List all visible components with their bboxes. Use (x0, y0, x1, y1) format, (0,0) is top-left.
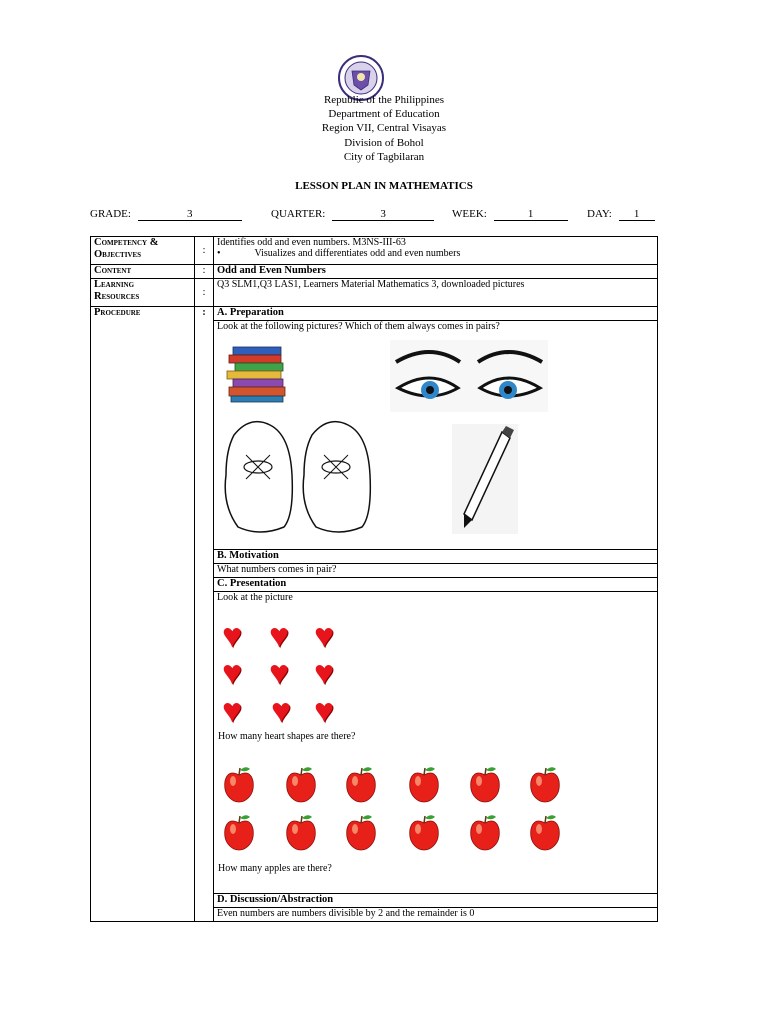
content-row (91, 265, 658, 279)
header-line: Department of Education (328, 108, 440, 121)
procedure-heading-row (91, 307, 658, 321)
day-label: DAY: (587, 208, 612, 220)
discussion-heading: D. Discussion/Abstraction (214, 894, 658, 908)
apple-icon (528, 765, 562, 803)
colon: : (195, 307, 214, 922)
resources-label (91, 279, 195, 307)
agency-header (0, 93, 768, 164)
quarter-value: 3 (332, 208, 434, 221)
objective-line (217, 248, 654, 259)
apple-icon (284, 813, 318, 851)
grade-field (90, 208, 242, 221)
apple-icon (222, 765, 256, 803)
day-value: 1 (619, 208, 655, 221)
shoes-picture (220, 415, 378, 535)
apple-icon (222, 813, 256, 851)
page-title: LESSON PLAN IN MATHEMATICS (295, 180, 473, 192)
motivation-heading: B. Motivation (214, 550, 658, 564)
heart-icon: ♥ (314, 618, 335, 655)
heart-icon: ♥ (269, 655, 290, 692)
header-line: City of Tagbilaran (343, 150, 425, 163)
grade-label: GRADE: (90, 208, 131, 220)
bullet: • (217, 248, 221, 259)
header-line: Republic of the Philippines (323, 94, 445, 106)
preparation-text: Look at the following pictures? Which of them always comes in pairs? (217, 321, 500, 332)
colon: : (195, 265, 214, 279)
colon: : (195, 279, 214, 307)
heart-icon: ♥ (314, 655, 335, 692)
apple-icon (407, 813, 441, 851)
motivation-text: What numbers comes in pair? (214, 564, 658, 578)
objectives-label-line: Objectives (94, 249, 142, 260)
apples-question: How many apples are there? (218, 863, 332, 874)
content-text: Odd and Even Numbers (214, 265, 658, 279)
apple-icon (407, 765, 441, 803)
objective-text: Visualizes and differentiates odd and even numbers (254, 248, 461, 259)
day-field (587, 208, 655, 221)
grade-value: 3 (138, 208, 242, 221)
competency-row (91, 237, 658, 265)
colon: : (195, 237, 214, 265)
apples-picture (222, 765, 562, 865)
preparation-heading: A. Preparation (214, 307, 658, 321)
heart-icon: ♥ (222, 618, 243, 655)
competency-label-line: Competency & (94, 237, 159, 248)
competency-text (214, 237, 658, 265)
eyes-picture (390, 340, 548, 412)
apple-icon (344, 765, 378, 803)
header-line: Region VII, Central Visayas (321, 122, 447, 135)
pencil-picture (452, 424, 518, 534)
quarter-label: QUARTER: (271, 208, 326, 220)
heart-icon: ♥ (271, 693, 292, 730)
heart-icon: ♥ (222, 655, 243, 692)
competency-label (91, 237, 195, 265)
competency-line: Identifies odd and even numbers. M3NS-III-63 (217, 237, 406, 248)
resources-text: Q3 SLM1,Q3 LAS1, Learners Material Mathematics 3, downloaded pictures (214, 279, 658, 307)
hearts-question: How many heart shapes are there? (218, 731, 356, 742)
header-line: Division of Bohol (344, 136, 424, 149)
heart-icon: ♥ (314, 693, 335, 730)
apple-icon (284, 765, 318, 803)
resources-label-line: Learning (94, 279, 135, 290)
presentation-heading: C. Presentation (214, 578, 658, 592)
resources-row (91, 279, 658, 307)
discussion-text: Even numbers are numbers divisible by 2 and the remainder is 0 (214, 908, 658, 922)
heart-icon: ♥ (269, 618, 290, 655)
quarter-field (271, 208, 434, 221)
week-field (452, 208, 568, 221)
hearts-picture (222, 620, 352, 730)
apple-icon (468, 813, 502, 851)
apple-icon (468, 765, 502, 803)
procedure-label: Procedure (91, 307, 195, 922)
apple-icon (344, 813, 378, 851)
week-value: 1 (494, 208, 568, 221)
content-label: Content (91, 265, 195, 279)
week-label: WEEK: (452, 208, 487, 220)
heart-icon: ♥ (222, 693, 243, 730)
apple-icon (528, 813, 562, 851)
resources-label-line: Resources (94, 291, 140, 302)
presentation-text: Look at the picture (217, 592, 293, 603)
books-picture (225, 345, 291, 403)
